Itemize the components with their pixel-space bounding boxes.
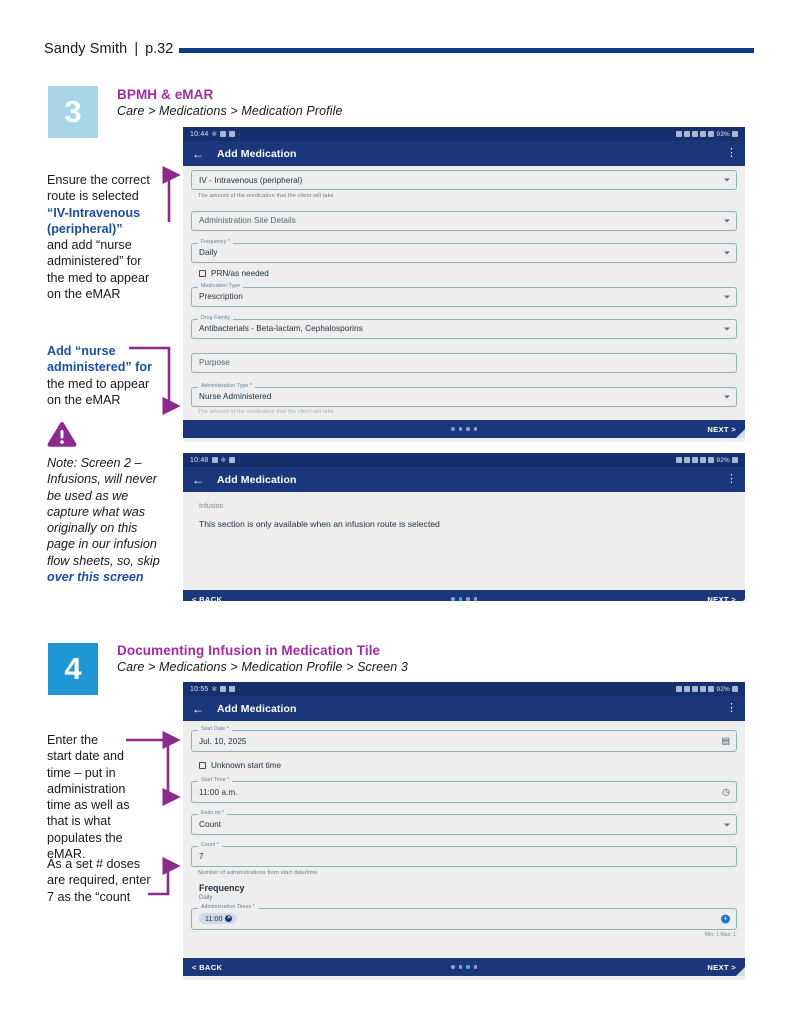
start-date-value: Jul. 10, 2025 xyxy=(199,736,247,746)
administration-type-helper-text: The amount of the medication that the client will take xyxy=(198,409,334,415)
header-separator: | xyxy=(134,41,139,57)
arrow-start-time xyxy=(168,740,177,797)
field-drug-family[interactable] xyxy=(191,314,737,339)
anno-line: Note: Screen 2 – xyxy=(47,456,142,470)
anno-line: Enter the xyxy=(47,733,99,747)
administration-times-minmax: Min: 1 Max: 1 xyxy=(704,931,736,938)
medication-type-legend: Medication Type xyxy=(198,283,243,290)
clock-icon[interactable]: ◷ xyxy=(722,786,730,797)
camera-icon xyxy=(676,457,682,463)
app-icon-1 xyxy=(220,686,226,692)
chevron-down-icon[interactable] xyxy=(724,295,730,298)
camera-icon xyxy=(676,131,682,137)
frequency-heading: Frequency xyxy=(199,882,245,893)
administration-type-legend: Administration Type * xyxy=(198,383,255,390)
back-arrow-icon[interactable]: ← xyxy=(192,701,204,716)
header-author: Sandy Smith xyxy=(44,41,128,57)
drug-family-legend: Drug Family xyxy=(198,315,233,322)
anno-line: route is selected xyxy=(47,189,139,204)
field-administration-site-details[interactable] xyxy=(191,211,737,231)
close-icon[interactable]: ✕ xyxy=(226,914,232,921)
section-3-number xyxy=(48,86,98,138)
field-administration-type[interactable] xyxy=(191,382,737,407)
frequency-legend: Frequency * xyxy=(198,239,233,246)
count-legend: Count * xyxy=(198,842,222,849)
administration-type-value: Nurse Administered xyxy=(199,392,272,401)
back-button[interactable]: < BACK xyxy=(192,594,223,601)
checkbox-icon[interactable] xyxy=(199,270,206,277)
more-icon: · xyxy=(238,130,241,138)
anno-line: time as well as xyxy=(47,798,130,813)
app-bar xyxy=(183,696,745,721)
anno-line: be used as we xyxy=(47,488,129,503)
header-page-number: p.32 xyxy=(145,41,174,57)
frequency-value: Daily xyxy=(199,248,218,257)
page-curl-corner xyxy=(736,429,745,438)
location-icon xyxy=(692,131,698,137)
add-icon[interactable]: + xyxy=(721,914,730,923)
medication-type-value: Prescription xyxy=(199,292,243,301)
anno-line-highlight: (peripheral)” xyxy=(47,221,123,236)
anno-line: Ensure the correct xyxy=(47,173,150,187)
step-dot xyxy=(459,597,463,601)
more-icon: · xyxy=(238,456,241,464)
back-arrow-icon[interactable]: ← xyxy=(192,472,204,487)
step-dot xyxy=(451,427,455,431)
back-arrow-icon[interactable]: ← xyxy=(192,146,204,161)
ends-on-legend: Ends on * xyxy=(198,810,227,817)
checkbox-unknown-start-time[interactable] xyxy=(199,761,745,770)
field-medication-type[interactable] xyxy=(191,282,737,307)
anno-line-highlight: administered” for xyxy=(47,360,152,375)
page-curl-corner xyxy=(736,967,745,976)
calendar-icon[interactable]: ▤ xyxy=(721,735,730,746)
phone-screenshot-add-medication-screen1 xyxy=(183,127,745,442)
screenshot-icon xyxy=(229,686,235,692)
more-icon: · xyxy=(238,685,241,693)
annotation-nurse-admin-note xyxy=(47,343,169,408)
step-dots xyxy=(183,965,745,969)
anno-line: 7 as the “count xyxy=(47,889,131,904)
purpose-value: Purpose xyxy=(199,358,230,367)
back-button[interactable]: < BACK xyxy=(192,962,223,972)
overflow-menu-icon[interactable]: ⋮ xyxy=(726,702,736,714)
anno-line: administered” for xyxy=(47,254,142,269)
field-ends-on[interactable] xyxy=(191,810,737,835)
step-dots xyxy=(183,427,745,431)
section-4-number xyxy=(48,643,98,695)
anno-line: flow sheets, so, skip xyxy=(47,553,160,568)
wifi-icon xyxy=(700,131,706,137)
drug-family-value: Antibacterials - Beta-lactam, Cephalosporins xyxy=(199,324,363,333)
administration-times-legend: Administration Times * xyxy=(198,904,258,911)
battery-percent: 92% xyxy=(716,456,730,464)
annotation-route-note xyxy=(47,172,169,302)
admin-site-value: Administration Site Details xyxy=(199,216,296,225)
mute-icon xyxy=(684,131,690,137)
bluetooth-icon: ✻ xyxy=(220,457,227,464)
checkbox-unknown-start-time-label: Unknown start time xyxy=(211,761,282,770)
annotation-screen2-warning xyxy=(47,455,175,585)
next-button[interactable]: NEXT > xyxy=(707,424,736,434)
route-helper-text: The amount of the medication that the client will take xyxy=(198,192,334,199)
status-time: 10:55 xyxy=(190,685,209,693)
app-bar-title: Add Medication xyxy=(217,702,297,715)
anno-line: capture what was xyxy=(47,504,146,519)
field-start-time[interactable] xyxy=(191,777,737,803)
status-time: 10:48 xyxy=(190,456,209,464)
section-4-title: Documenting Infusion in Medication Tile xyxy=(117,643,381,658)
checkbox-icon[interactable] xyxy=(199,762,206,769)
frequency-subvalue: Daily xyxy=(199,894,213,901)
overflow-menu-icon[interactable]: ⋮ xyxy=(726,473,736,485)
anno-line: Infusions, will never xyxy=(47,472,157,487)
chevron-down-icon[interactable] xyxy=(724,327,730,330)
step-dot xyxy=(459,965,463,969)
phone-screenshot-add-medication-screen2 xyxy=(183,453,745,601)
count-helper-text: Number of administrations from start date/time xyxy=(198,869,318,876)
app-icon-1 xyxy=(229,457,235,463)
start-date-legend: Start Date * xyxy=(198,726,232,733)
anno-line: are required, enter xyxy=(47,873,151,888)
location-icon xyxy=(692,686,698,692)
app-bar xyxy=(183,141,745,166)
anno-line: eMAR. xyxy=(47,847,86,862)
anno-line: on the eMAR xyxy=(47,392,121,407)
status-bar xyxy=(183,453,745,467)
page-header xyxy=(44,38,754,60)
bottom-bar xyxy=(183,958,745,976)
warning-triangle-icon xyxy=(47,421,77,448)
step-dot xyxy=(466,965,470,969)
anno-line: time – put in xyxy=(47,765,116,780)
status-bar xyxy=(183,682,745,696)
ends-on-value: Count xyxy=(199,820,222,829)
app-icon-2 xyxy=(229,131,235,137)
checkbox-prn[interactable] xyxy=(199,269,745,278)
battery-icon xyxy=(732,131,738,137)
start-time-value: 11:00 a.m. xyxy=(199,787,238,797)
mute-icon xyxy=(684,457,690,463)
anno-line-highlight: “IV-Intravenous xyxy=(47,205,141,220)
step-dot xyxy=(451,597,455,601)
field-count[interactable] xyxy=(191,842,737,867)
bottom-bar xyxy=(183,420,745,438)
step-dot xyxy=(459,427,463,431)
signal-icon xyxy=(708,457,714,463)
signal-icon xyxy=(708,131,714,137)
section-3-number-label: 3 xyxy=(64,94,82,129)
status-bar xyxy=(183,127,745,141)
section-4-number-label: 4 xyxy=(64,651,82,686)
bottom-bar xyxy=(183,590,745,601)
battery-icon xyxy=(732,686,738,692)
section-4-breadcrumb: Care > Medications > Medication Profile > Screen 3 xyxy=(117,660,408,674)
step-dot xyxy=(474,965,478,969)
signal-icon xyxy=(708,686,714,692)
phone-screenshot-add-medication-screen3 xyxy=(183,682,745,980)
step-dots xyxy=(183,594,745,601)
anno-line-highlight: Add “nurse xyxy=(47,344,116,358)
section-3-title: BPMH & eMAR xyxy=(117,87,214,102)
arrow-route xyxy=(169,175,177,222)
status-time: 10:44 xyxy=(190,130,209,138)
form-body xyxy=(183,721,745,958)
annotation-count-note xyxy=(47,856,169,905)
anno-line: that is what xyxy=(47,814,111,829)
section-3-breadcrumb: Care > Medications > Medication Profile xyxy=(117,104,343,118)
anno-line: populates the xyxy=(47,830,123,845)
app-bar-title: Add Medication xyxy=(217,473,297,486)
mute-icon xyxy=(684,686,690,692)
wifi-icon xyxy=(700,457,706,463)
route-value: IV - Intravenous (peripheral) xyxy=(199,175,303,185)
battery-percent: 92% xyxy=(716,685,730,693)
anno-line: the med to appear xyxy=(47,270,150,285)
anno-line: and add “nurse xyxy=(47,238,132,253)
screenshot-icon xyxy=(212,457,218,463)
step-dot xyxy=(466,427,470,431)
chevron-down-icon[interactable] xyxy=(724,395,730,398)
battery-icon xyxy=(732,457,738,463)
chevron-down-icon[interactable] xyxy=(724,179,730,182)
infusion-section-message: This section is only available when an infusion route is selected xyxy=(199,519,440,529)
app-bar xyxy=(183,467,745,492)
app-icon-1 xyxy=(220,131,226,137)
chevron-down-icon[interactable] xyxy=(724,251,730,254)
field-route[interactable] xyxy=(191,170,737,190)
anno-line: the med to appear xyxy=(47,376,150,391)
overflow-menu-icon[interactable]: ⋮ xyxy=(726,147,736,159)
anno-line: administration xyxy=(47,781,126,796)
battery-percent: 93% xyxy=(716,130,730,138)
annotation-start-datetime-note xyxy=(47,732,159,862)
chip-label: 11:00 xyxy=(205,914,223,923)
chevron-down-icon[interactable] xyxy=(724,219,730,222)
field-start-date[interactable] xyxy=(191,726,737,752)
step-dot xyxy=(451,965,455,969)
anno-line: on the eMAR xyxy=(47,287,121,302)
form-body xyxy=(183,503,745,590)
next-button[interactable]: NEXT > xyxy=(707,594,736,601)
form-body xyxy=(183,166,745,420)
checkbox-prn-label: PRN/as needed xyxy=(211,268,269,278)
wifi-icon xyxy=(700,686,706,692)
header-rule xyxy=(179,48,754,53)
field-purpose[interactable] xyxy=(191,353,737,373)
anno-line: start date and xyxy=(47,749,125,764)
bluetooth-icon: ✻ xyxy=(211,131,218,138)
location-icon xyxy=(692,457,698,463)
start-time-legend: Start Time * xyxy=(198,777,232,784)
next-button[interactable]: NEXT > xyxy=(707,962,736,972)
step-dot xyxy=(466,597,470,601)
camera-icon xyxy=(676,686,682,692)
count-value: 7 xyxy=(199,852,204,861)
infusion-section-label: Infusion xyxy=(199,503,224,510)
anno-line: As a set # doses xyxy=(47,857,141,871)
page-curl-corner xyxy=(736,599,745,601)
step-dot xyxy=(474,597,478,601)
step-dot xyxy=(474,427,478,431)
field-administration-times[interactable] xyxy=(191,903,737,930)
administration-time-chip[interactable] xyxy=(199,913,237,924)
anno-line-highlight: over this screen xyxy=(47,570,144,585)
bluetooth-icon: ✻ xyxy=(211,686,218,693)
field-frequency[interactable] xyxy=(191,238,737,263)
app-bar-title: Add Medication xyxy=(217,147,297,160)
chevron-down-icon[interactable] xyxy=(724,823,730,826)
anno-line: originally on this xyxy=(47,521,138,536)
anno-line: page in our infusion xyxy=(47,537,157,552)
